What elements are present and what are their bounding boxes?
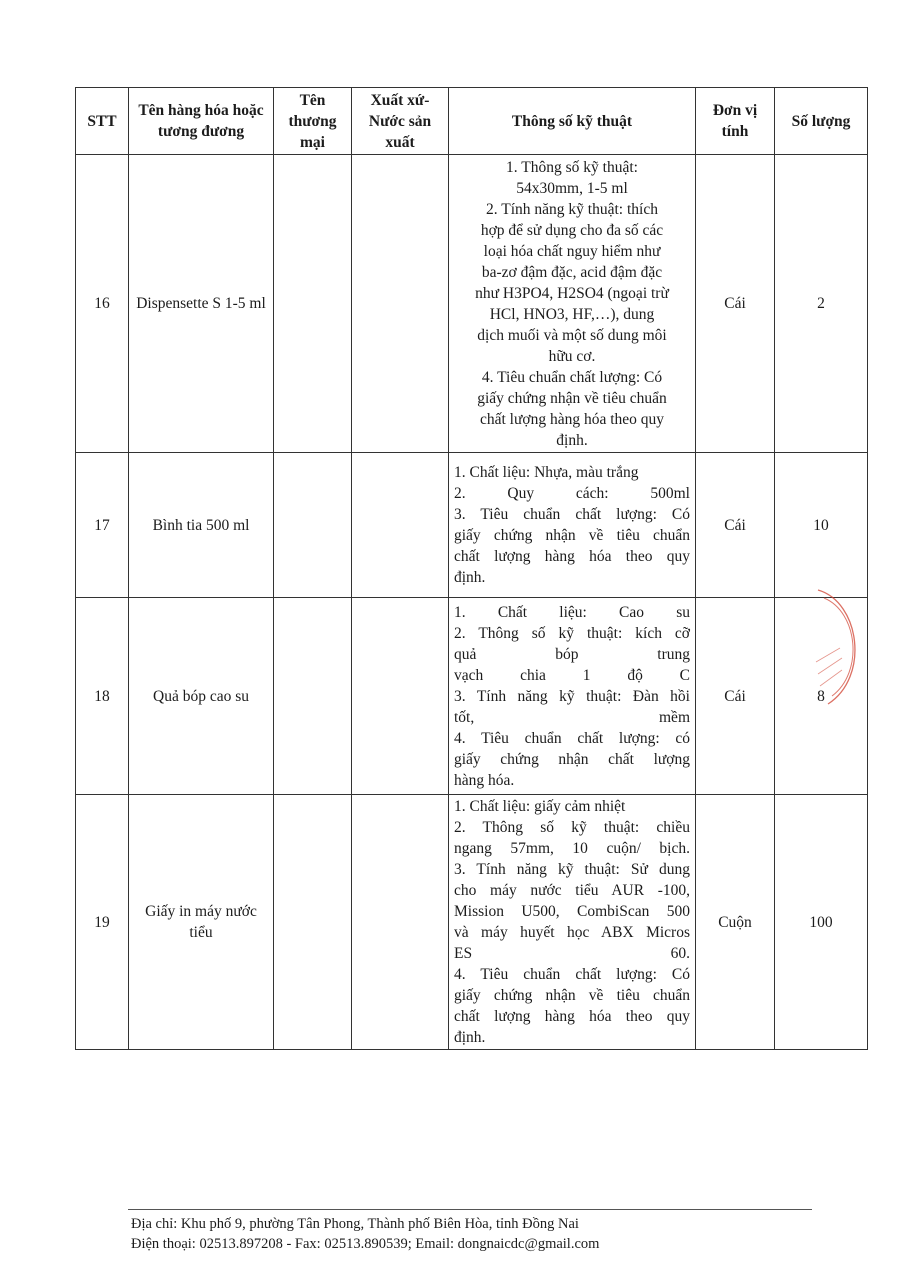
spec-line: 4. Tiêu chuẩn chất lượng: Có <box>481 368 663 386</box>
row-trade-name <box>274 453 352 598</box>
spec-line: cho máy nước tiểu AUR -100, <box>454 882 690 899</box>
table-row <box>76 598 868 795</box>
row-specs <box>449 598 696 795</box>
spec-line: hợp để sử dụng cho đa số các <box>480 221 664 239</box>
row-stt: 17 <box>76 453 129 598</box>
spec-line: giấy chứng nhận về tiêu chuẩn <box>454 987 690 1004</box>
row-quantity: 2 <box>775 155 868 453</box>
spec-line: ES 60. <box>454 945 690 962</box>
spec-line: 1. Chất liệu: Nhựa, màu trắng <box>454 464 639 481</box>
spec-line: ba-zơ đậm đặc, acid đậm đặc <box>481 263 663 281</box>
spec-line: dịch muối và một số dung môi <box>477 326 667 344</box>
spec-line: chất lượng hàng hóa theo quy <box>454 1008 690 1025</box>
spec-line: định. <box>556 431 588 449</box>
row-origin <box>352 155 449 453</box>
row-specs <box>449 453 696 598</box>
table-row <box>76 155 868 453</box>
row-origin <box>352 795 449 1050</box>
row-origin <box>352 453 449 598</box>
spec-line: 1. Chất liệu: Cao su <box>454 603 690 621</box>
spec-line: ngang 57mm, 10 cuộn/ bịch. <box>454 840 690 857</box>
header-quantity: Số lượng <box>775 88 868 155</box>
row-quantity: 100 <box>775 795 868 1050</box>
header-unit: Đơn vị tính <box>696 88 775 155</box>
spec-line: và máy huyết học ABX Micros <box>454 924 690 941</box>
page-footer <box>131 1214 599 1254</box>
row-item-name: Giấy in máy nước tiểu <box>129 795 274 1050</box>
table-row <box>76 795 868 1050</box>
equipment-spec-table <box>75 87 868 1050</box>
spec-line: loại hóa chất nguy hiểm như <box>483 242 661 260</box>
spec-line: tốt, mềm <box>454 708 690 726</box>
row-quantity: 8 <box>775 598 868 795</box>
spec-line: 1. Chất liệu: giấy cảm nhiệt <box>454 798 626 815</box>
spec-line: chất lượng hàng hóa theo quy <box>479 410 665 428</box>
spec-line: 2. Quy cách: 500ml <box>454 485 690 502</box>
row-stt: 18 <box>76 598 129 795</box>
table-header-row <box>76 88 868 155</box>
spec-line: HCl, HNO3, HF,…), dung <box>489 305 655 323</box>
spec-line: chất lượng hàng hóa theo quy <box>454 548 690 565</box>
spec-line: 2. Thông số kỹ thuật: kích cỡ <box>454 624 690 642</box>
row-stt: 19 <box>76 795 129 1050</box>
row-origin <box>352 598 449 795</box>
footer-divider <box>128 1209 812 1210</box>
spec-line: hàng hóa. <box>454 771 515 789</box>
spec-line: 2. Tính năng kỹ thuật: thích <box>486 200 658 218</box>
spec-line: 3. Tiêu chuẩn chất lượng: Có <box>454 506 690 523</box>
row-trade-name <box>274 795 352 1050</box>
spec-line: 4. Tiêu chuẩn chất lượng: có <box>454 729 690 747</box>
row-item-name: Quả bóp cao su <box>129 598 274 795</box>
spec-line: 3. Tính năng kỹ thuật: Đàn hồi <box>454 687 690 705</box>
row-trade-name <box>274 155 352 453</box>
row-item-name: Bình tia 500 ml <box>129 453 274 598</box>
spec-line: 3. Tính năng kỹ thuật: Sử dung <box>454 861 690 878</box>
footer-contact: Điện thoại: 02513.897208 - Fax: 02513.890539; Email: dongnaicdc@gmail.com <box>131 1236 600 1252</box>
header-stt: STT <box>76 88 129 155</box>
row-unit: Cái <box>696 453 775 598</box>
header-specs: Thông số kỹ thuật <box>449 88 696 155</box>
header-trade-name: Tên thương mại <box>274 88 352 155</box>
spec-line: 4. Tiêu chuẩn chất lượng: Có <box>454 966 690 983</box>
spec-line: vạch chia 1 độ C <box>454 666 690 684</box>
spec-line: 1. Thông số kỹ thuật: <box>506 158 638 176</box>
spec-line: định. <box>454 569 486 586</box>
spec-line: quả bóp trung <box>454 645 690 663</box>
red-seal-stamp <box>808 582 868 712</box>
spec-line: 2. Thông số kỹ thuật: chiều <box>454 819 690 836</box>
row-specs <box>449 155 696 453</box>
spec-line: 54x30mm, 1-5 ml <box>516 179 628 197</box>
spec-line: giấy chứng nhận chất lượng <box>454 750 690 768</box>
row-quantity: 10 <box>775 453 868 598</box>
spec-line: như H3PO4, H2SO4 (ngoại trừ <box>475 284 669 302</box>
table-row <box>76 453 868 598</box>
row-item-name: Dispensette S 1-5 ml <box>129 155 274 453</box>
row-trade-name <box>274 598 352 795</box>
row-unit: Cái <box>696 598 775 795</box>
footer-address: Địa chỉ: Khu phố 9, phường Tân Phong, Thành phố Biên Hòa, tỉnh Đồng Nai <box>131 1216 579 1232</box>
spec-line: giấy chứng nhận về tiêu chuẩn <box>454 527 690 544</box>
row-specs <box>449 795 696 1050</box>
row-stt: 16 <box>76 155 129 453</box>
spec-line: Mission U500, CombiScan 500 <box>454 903 690 920</box>
row-unit: Cái <box>696 155 775 453</box>
header-item-name: Tên hàng hóa hoặc tương đương <box>129 88 274 155</box>
header-origin: Xuất xứ- Nước sản xuất <box>352 88 449 155</box>
spec-line: định. <box>454 1029 486 1046</box>
spec-line: giấy chứng nhận về tiêu chuẩn <box>477 389 667 407</box>
row-unit: Cuộn <box>696 795 775 1050</box>
spec-line: hữu cơ. <box>548 347 596 365</box>
